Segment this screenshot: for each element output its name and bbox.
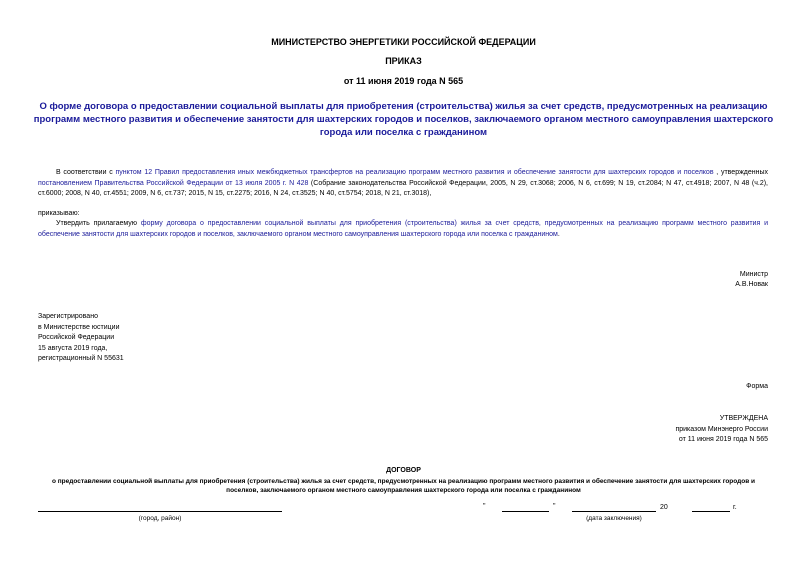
preamble-tail: (Собрание законодательства Российской Федерации, 2005, N 29, ст.3068; 2006, N 6, ст.699; N 19, ст.2084; N 47, ст.4918; 2007, N 48 (ч.2), ст.6000; 2008, N 40, ст.4551; 2009, N 6, ст.737; 2015, N 15, ст.2275; 2016, N 24, ст.3525; N 40, ст.5754; 2018, N 21, ст.3018), [38, 179, 768, 197]
approve-intro: Утвердить прилагаемую [56, 220, 141, 227]
approval-line: от 11 июня 2019 года N 565 [678, 436, 768, 443]
quote-open: " [483, 503, 486, 510]
day-line [502, 511, 549, 512]
resolution-link[interactable]: постановлением Правительства Российской Федерации от 13 июля 2005 г. N 428 [38, 179, 309, 187]
preamble-mid: , утвержденных [713, 169, 769, 176]
year-line [692, 511, 730, 512]
registration-line: Российской Федерации [38, 334, 115, 341]
registration-line: регистрационный N 55631 [38, 355, 124, 362]
contract-subtitle: о предоставлении социальной выплаты для приобретения (строительства) жилья за счет средств, предусмотренных на реализацию программ местного развития и обеспечение занятости для шахтерских городов и поселков, заключаемого органом местного самоуправления шахтерского города или поселка с гражданином [51, 478, 756, 494]
approval-block [560, 414, 768, 446]
rules-link[interactable]: пунктом 12 Правил предоставления иных межбюджетных трансфертов на реализацию программ местного развития и обеспечение занятости для шахтерских городов и поселков [115, 169, 714, 176]
approval-line: УТВЕРЖДЕНА [719, 415, 768, 422]
quote-close: " [553, 503, 556, 510]
approval-line: приказом Минэнерго России [675, 425, 768, 433]
year-prefix: 20 [660, 504, 668, 511]
registration-block [38, 312, 238, 365]
doc-type-heading: ПРИКАЗ [385, 56, 422, 66]
registration-line: Зарегистрировано [38, 313, 98, 320]
registration-line: в Министерстве юстиции [38, 323, 120, 331]
preamble-paragraph [38, 168, 768, 200]
approve-paragraph [38, 219, 768, 240]
preamble-intro: В соответствии с [56, 169, 116, 176]
signature-position: Министр [739, 271, 768, 278]
contract-heading: ДОГОВОР [386, 467, 421, 474]
city-line [38, 511, 282, 512]
order-title: О форме договора о предоставлении социальной выплаты для приобретения (строительства) жилья за счет средств, предусмотренных на реализацию программ местного развития и обеспечение занятости для шахтерских городов и поселков, заключаемого органом местного самоуправления шахтерского города или поселка с гражданином [33, 101, 774, 138]
order-word: приказываю: [38, 210, 80, 217]
registration-line: 15 августа 2019 года, [38, 344, 108, 352]
city-caption: (город, район) [138, 515, 182, 522]
order-date-number: от 11 июня 2019 года N 565 [343, 76, 464, 86]
form-label: Форма [746, 383, 768, 390]
year-suffix: г. [733, 504, 737, 511]
month-line [572, 511, 656, 512]
contract-form-link[interactable]: форму договора о предоставлении социальной выплаты для приобретения (строительства) жилья за счет средств, предусмотренных на реализацию программ местного развития и обеспечение занятости для шахтерских городов и поселков, заключаемого органом местного самоуправления шахтерского города или поселка с гражданином [38, 220, 769, 238]
ministry-heading: МИНИСТЕРСТВО ЭНЕРГЕТИКИ РОССИЙСКОЙ ФЕДЕРАЦИИ [271, 37, 536, 47]
signature-name: А.В.Новак [735, 281, 768, 288]
approve-end: . [557, 230, 560, 238]
date-caption: (дата заключения) [586, 515, 642, 522]
